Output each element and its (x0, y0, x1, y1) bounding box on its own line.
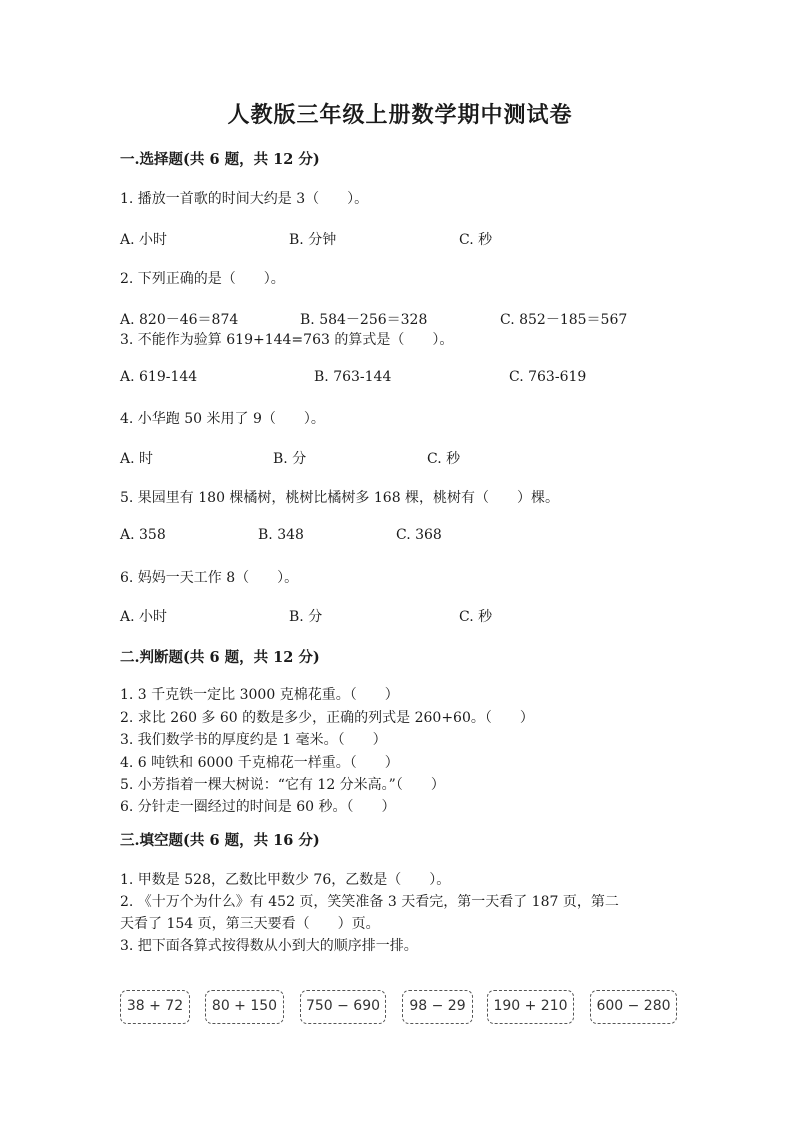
statement-line: 4. 6 吨铁和 6000 千克棉花一样重。（ ） (120, 755, 399, 771)
expression-card: 80 + 150 (205, 990, 284, 1024)
expression-card: 98 − 29 (402, 990, 473, 1024)
section-heading-true-false: 二.判断题(共 6 题，共 12 分) (120, 649, 320, 666)
question-stem: 4. 小华跑 50 米用了 9（ ）。 (120, 411, 325, 427)
expression-card: 38 + 72 (120, 990, 190, 1024)
option-b: B. 348 (258, 527, 304, 543)
section-heading-fill-blank: 三.填空题(共 6 题，共 16 分) (120, 832, 320, 849)
option-b: B. 584－256＝328 (300, 312, 428, 328)
option-c: C. 秒 (459, 232, 493, 248)
option-a: A. 时 (120, 451, 154, 467)
fill-line: 2. 《十万个为什么》有 452 页，笑笑准备 3 天看完，第一天看了 187 页，第二 (120, 894, 619, 910)
question-stem: 2. 下列正确的是（ ）。 (120, 271, 285, 287)
fill-line: 1. 甲数是 528，乙数比甲数少 76，乙数是（ ）。 (120, 872, 451, 888)
expression-card: 750 − 690 (300, 990, 386, 1024)
option-a: A. 小时 (120, 232, 168, 248)
option-a: A. 619-144 (120, 369, 198, 385)
option-c: C. 368 (396, 527, 442, 543)
statement-line: 2. 求比 260 多 60 的数是多少，正确的列式是 260+60。（ ） (120, 710, 534, 726)
expression-card: 190 + 210 (487, 990, 574, 1024)
expression-card: 600 − 280 (590, 990, 677, 1024)
option-b: B. 分 (273, 451, 307, 467)
option-b: B. 分 (289, 609, 323, 625)
question-stem: 5. 果园里有 180 棵橘树，桃树比橘树多 168 棵，桃树有（ ）棵。 (120, 490, 560, 506)
option-c: C. 秒 (427, 451, 461, 467)
option-c: C. 秒 (459, 609, 493, 625)
fill-line: 天看了 154 页，第三天要看（ ）页。 (120, 916, 380, 932)
option-a: A. 小时 (120, 609, 168, 625)
expression-cards-row (120, 990, 680, 1026)
section-heading-choice: 一.选择题(共 6 题，共 12 分) (120, 151, 320, 168)
option-b: B. 分钟 (289, 232, 337, 248)
option-c: C. 852－185＝567 (500, 312, 628, 328)
question-stem: 1. 播放一首歌的时间大约是 3（ ）。 (120, 191, 369, 207)
page-title: 人教版三年级上册数学期中测试卷 (227, 102, 573, 128)
option-a: A. 820－46＝874 (120, 312, 239, 328)
statement-line: 1. 3 千克铁一定比 3000 克棉花重。（ ） (120, 687, 399, 703)
option-a: A. 358 (120, 527, 166, 543)
statement-line: 5. 小芳指着一棵大树说：“它有 12 分米高。”（ ） (120, 777, 445, 793)
statement-line: 3. 我们数学书的厚度约是 1 毫米。（ ） (120, 732, 387, 748)
statement-line: 6. 分针走一圈经过的时间是 60 秒。（ ） (120, 799, 396, 815)
fill-line: 3. 把下面各算式按得数从小到大的顺序排一排。 (120, 938, 418, 954)
option-c: C. 763-619 (509, 369, 587, 385)
question-stem: 3. 不能作为验算 619+144=763 的算式是（ ）。 (120, 332, 454, 348)
option-b: B. 763-144 (314, 369, 392, 385)
question-stem: 6. 妈妈一天工作 8（ ）。 (120, 570, 299, 586)
